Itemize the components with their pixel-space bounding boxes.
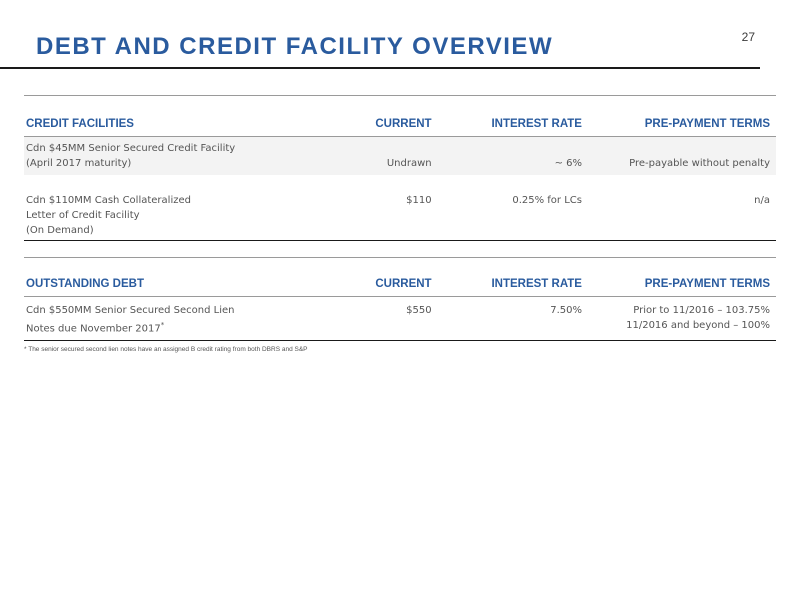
facility-description <box>24 137 347 176</box>
column-header-outstanding-debt: OUTSTANDING DEBT <box>24 258 347 297</box>
interest-rate-value: 7.50% <box>550 305 582 316</box>
terms-line: 11/2016 and beyond – 100% <box>626 320 770 331</box>
footnote: * The senior secured second lien notes have an assigned B credit rating from both DBRS and S&P <box>24 346 308 353</box>
description-line: (On Demand) <box>26 225 94 236</box>
pre-payment-terms-value: Pre-payable without penalty <box>588 137 776 176</box>
table-header-row <box>24 96 776 137</box>
description-line: Cdn $550MM Senior Secured Second Lien <box>26 305 235 316</box>
column-header-interest-rate: INTEREST RATE <box>438 96 588 137</box>
pre-payment-terms-value: n/a <box>754 195 770 206</box>
column-header-credit-facilities: CREDIT FACILITIES <box>24 96 347 137</box>
credit-facilities-table <box>24 95 776 241</box>
column-header-pre-payment-terms: PRE-PAYMENT TERMS <box>588 96 776 137</box>
current-value: Undrawn <box>347 137 437 176</box>
title-divider <box>0 67 760 69</box>
current-value: $110 <box>406 195 432 206</box>
description-line: (April 2017 maturity) <box>26 158 132 169</box>
description-line: Letter of Credit Facility <box>26 210 140 221</box>
description-text: Notes due November 2017 <box>26 323 161 335</box>
column-header-current: CURRENT <box>347 96 437 137</box>
table-header-row <box>24 258 776 297</box>
interest-rate-value: ~ 6% <box>438 137 588 176</box>
column-header-current: CURRENT <box>347 258 437 297</box>
description-line: Cdn $45MM Senior Secured Credit Facility <box>26 143 236 154</box>
outstanding-debt-table <box>24 257 776 341</box>
current-value: $550 <box>406 305 432 316</box>
description-line: Cdn $110MM Cash Collateralized <box>26 195 191 206</box>
column-header-pre-payment-terms: PRE-PAYMENT TERMS <box>588 258 776 297</box>
table-row <box>24 297 776 341</box>
debt-description <box>24 297 347 341</box>
page-title: DEBT AND CREDIT FACILITY OVERVIEW <box>36 33 554 60</box>
interest-rate-value: 0.25% for LCs <box>512 195 582 206</box>
column-header-interest-rate: INTEREST RATE <box>438 258 588 297</box>
description-line <box>26 318 341 336</box>
table-row <box>24 137 776 176</box>
table-row <box>24 175 776 241</box>
page-number: 27 <box>741 30 755 44</box>
pre-payment-terms-value <box>588 297 776 341</box>
terms-line: Prior to 11/2016 – 103.75% <box>633 305 770 316</box>
facility-description <box>24 175 347 241</box>
footnote-marker: * <box>160 321 165 329</box>
